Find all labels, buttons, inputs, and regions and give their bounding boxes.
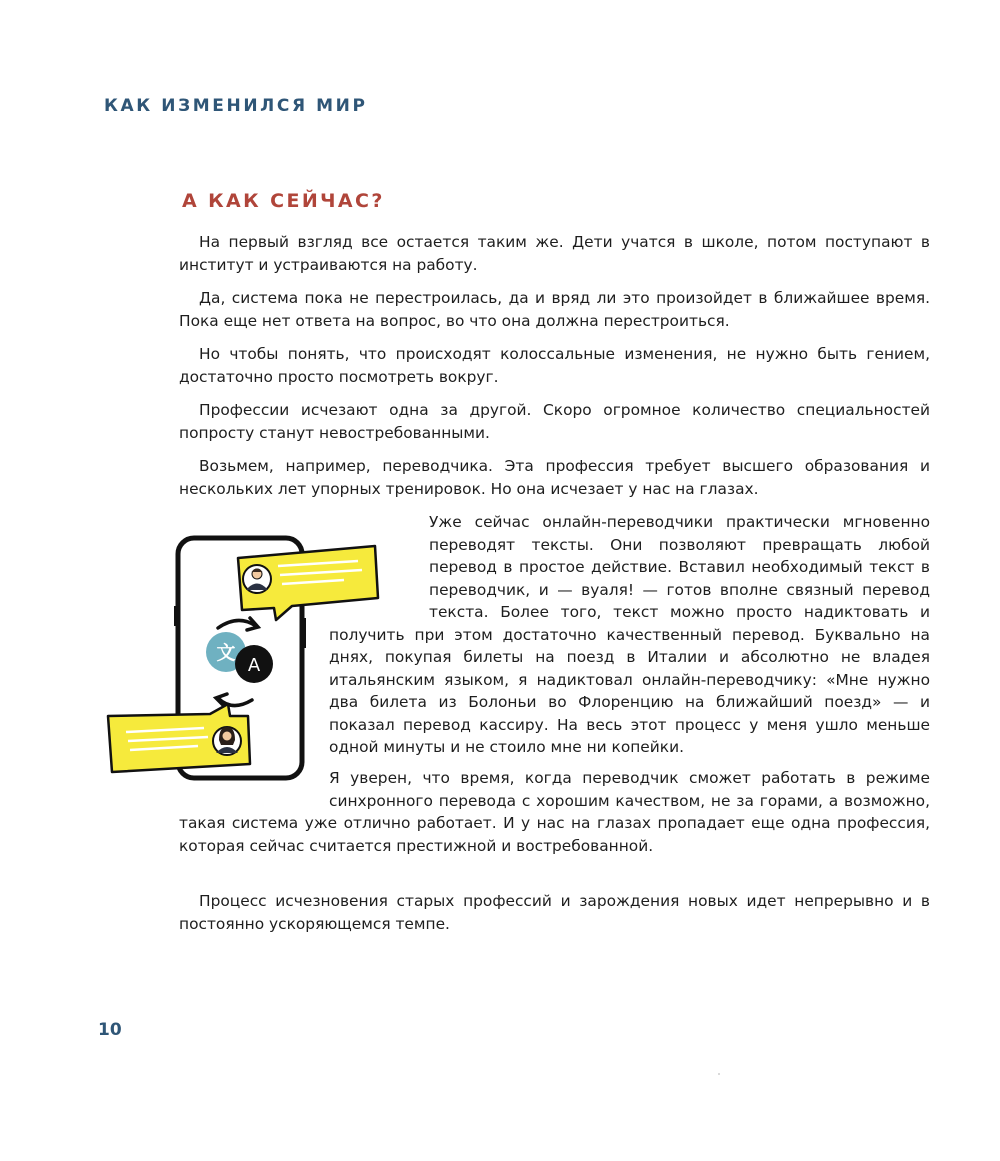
paragraph-1: На первый взгляд все остается таким же. Дети учатся в школе, потом поступают в институт и устраиваются на работу. bbox=[179, 233, 930, 274]
paragraph-8: Процесс исчезновения старых профессий и зарождения новых идет непрерывно и в постоянно ускоряющемся темпе. bbox=[179, 892, 930, 933]
paragraph-6: Уже сейчас онлайн-переводчики практически мгновенно переводят тексты. Они позволяют превращать любой перевод в простое действие. Вставил необходимый текст в переводчик, и — вуаля! — готов вполне связный перевод текста. Более того, текст можно просто надиктовать и получить при этом достаточно качественный перевод. Буквально на днях, покупая билеты на поезд в Италии и абсолютно не владея итальянским языком, я надиктовал онлайн-переводчику: «Мне нужно два билета из Болоньи во Флоренцию на ближайший поезд» — и показал перевод кассиру. На весь этот процесс у меня ушло меньше одной минуты и не стоило мне ни копейки. bbox=[329, 513, 930, 756]
woman-avatar-icon bbox=[213, 727, 241, 755]
paragraph-3: Но чтобы понять, что происходят колоссальные изменения, не нужно быть гением, достаточно просто посмотреть вокруг. bbox=[179, 345, 930, 386]
paragraph-7: Я уверен, что время, когда переводчик сможет работать в режиме синхронного перевода с хорошим качеством, не за горами, а возможно, такая система уже отлично работает. И у нас на глазах пропадает еще одна профессия, которая сейчас считается престижной и востребованной. bbox=[179, 769, 930, 855]
paragraph-5: Возьмем, например, переводчика. Эта профессия требует высшего образования и нескольких лет упорных тренировок. Но она исчезает у нас на глазах. bbox=[179, 457, 930, 498]
running-head: КАК ИЗМЕНИЛСЯ МИР bbox=[104, 96, 368, 116]
letter-glyph: A bbox=[247, 655, 261, 676]
paper-speck bbox=[718, 1073, 720, 1075]
translate-glyph: 文 bbox=[216, 642, 236, 664]
letter-a-icon bbox=[235, 645, 273, 683]
man-avatar-icon bbox=[243, 565, 271, 593]
section-title: А КАК СЕЙЧАС? bbox=[182, 190, 385, 212]
page-number: 10 bbox=[98, 1020, 122, 1040]
paragraph-4: Профессии исчезают одна за другой. Скоро огромное количество специальностей попросту станут невостребованными. bbox=[179, 401, 930, 442]
translator-illustration bbox=[100, 528, 390, 788]
paragraph-2: Да, система пока не перестроилась, да и вряд ли это произойдет в ближайшее время. Пока еще нет ответа на вопрос, во что она должна перестроиться. bbox=[179, 289, 930, 330]
